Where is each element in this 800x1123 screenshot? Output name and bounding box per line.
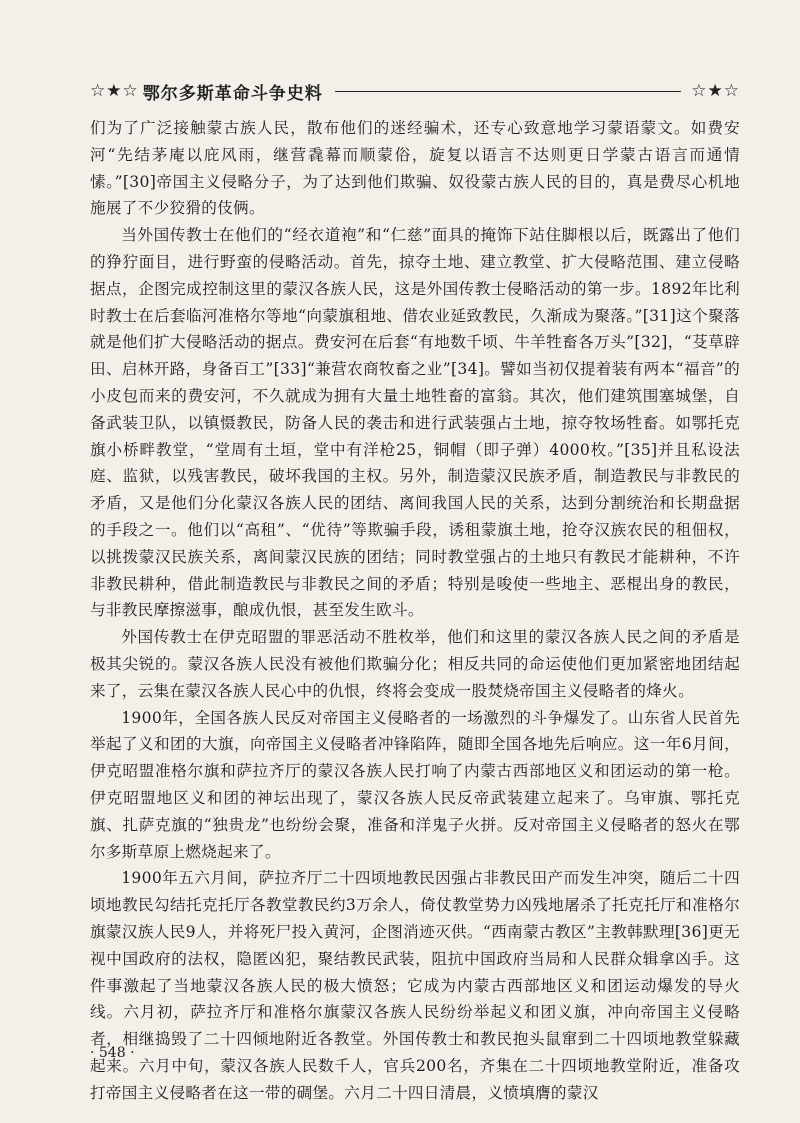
- paragraph: 外国传教士在伊克昭盟的罪恶活动不胜枚举，他们和这里的蒙汉各族人民之间的矛盾是极其尖锐的。蒙汉各族人民没有被他们欺骗分化；相反共同的命运使他们更加紧密地团结起来了，云集在蒙汉各族人民心中的仇恨，终将会变成一股焚烧帝国主义侵略者的烽火。: [90, 628, 740, 700]
- running-header: [90, 78, 740, 104]
- paragraph: 1900年五六月间，萨拉齐厅二十四顷地教民因强占非教民田产而发生冲突，随后二十四顷地教民勾结托克托厅各教堂教民约3万余人，倚仗教堂势力凶残地屠杀了托克托厅和准格尔旗蒙汉族人民9人，并将死尸投入黄河，企图消迹灭供。“西南蒙古教区”主教韩默理[36]更无视中国政府的法权，隐匿凶犯，聚结教民武装，阻抗中国政府当局和人民群众辑拿凶手。这件事激起了当地蒙汉各族人民的极大愤怒；它成为内蒙古西部地区义和团运动爆发的导火线。六月初，萨拉齐厅和准格尔旗蒙汉各族人民纷纷举起义和团义旗，冲向帝国主义侵略者，相继捣毁了二十四倾地附近各教堂。外国传教士和教民抱头鼠窜到二十四顷地教堂躲藏起来。六月中旬，蒙汉各族人民数千人，官兵200名，齐集在二十四顷地教堂附近，准备攻打帝国主义侵略者在这一带的碉堡。六月二十四日清晨，义愤填膺的蒙汉: [90, 869, 740, 1102]
- paragraph: 当外国传教士在他们的“经衣道袍”和“仁慈”面具的掩饰下站住脚根以后，既露出了他们的狰狞面目，进行野蛮的侵略活动。首先，掠夺土地、建立教堂、扩大侵略范围、建立侵略据点，企图完成控制这里的蒙汉各族人民，这是外国传教士侵略活动的第一步。1892年比利时教士在后套临河准格尔等地“向蒙旗租地、借农业延致教民，久渐成为聚落。”[31]这个聚落就是他们扩大侵略活动的据点。费安河在后套“有地数千顷、牛羊牲畜各万头”[32]，“芟草辟田、启林开路，身备百工”[33]“兼营农商牧畜之业”[34]。譬如当初仅提着装有两本“福音”的小皮包而来的费安河，不久就成为拥有大量土地牲畜的富翁。其次，他们建筑围塞城堡，自备武装卫队，以镇慑教民，防备人民的袭击和进行武装强占土地，掠夺牧场牲畜。如鄂托克旗小桥畔教堂，“堂周有土垣，堂中有洋枪25，铜帽（即子弹）4000枚。”[35]并且私设法庭、监狱，以残害教民，破坏我国的主权。另外，制造蒙汉民族矛盾，制造教民与非教民的矛盾，又是他们分化蒙汉各族人民的团结、离间我国人民的关系，达到分割统治和长期盘据的手段之一。他们以“高租”、“优待”等欺骗手段，诱租蒙旗土地，抢夺汉族农民的租佃权，以挑拨蒙汉民族关系，离间蒙汉民族的团结；同时教堂强占的土地只有教民才能耕种，不许非教民耕种，借此制造教民与非教民之间的矛盾；特别是唆使一些地主、恶棍出身的教民，与非教民摩擦滋事，酿成仇恨，甚至发生欧斗。: [90, 226, 740, 620]
- paragraph: 1900年，全国各族人民反对帝国主义侵略者的一场激烈的斗争爆发了。山东省人民首先举起了义和团的大旗，向帝国主义侵略者冲锋陷阵，随即全国各地先后响应。这一年6月间，伊克昭盟准格尔旗和萨拉齐厅的蒙汉各族人民打响了内蒙古西部地区义和团运动的第一枪。伊克昭盟地区义和团的神坛出现了，蒙汉各族人民反帝武装建立起来了。乌审旗、鄂托克旗、扎萨克旗的“独贵龙”也纷纷会聚，准备和洋鬼子火拼。反对帝国主义侵略者的怒火在鄂尔多斯草原上燃烧起来了。: [90, 708, 740, 861]
- header-rule: [335, 91, 682, 92]
- body-text: [90, 115, 740, 1106]
- paragraph: 们为了广泛接触蒙古族人民，散布他们的迷经骗术，还专心致意地学习蒙语蒙文。如费安河“先结茅庵以庇风雨，继营毳幕而顺蒙俗，旋复以语言不达则更日学蒙古语言而通情愫。”[30]帝国主义侵略分子，为了达到他们欺骗、奴役蒙古族人民的目的，真是费尽心机地施展了不少狡猾的伎俩。: [90, 119, 740, 218]
- page-number: · 548 ·: [90, 1045, 135, 1061]
- header-stars-left: ☆★☆: [90, 81, 139, 101]
- header-stars-right: ☆★☆: [691, 81, 740, 101]
- book-title: 鄂尔多斯革命斗争史料: [142, 83, 323, 104]
